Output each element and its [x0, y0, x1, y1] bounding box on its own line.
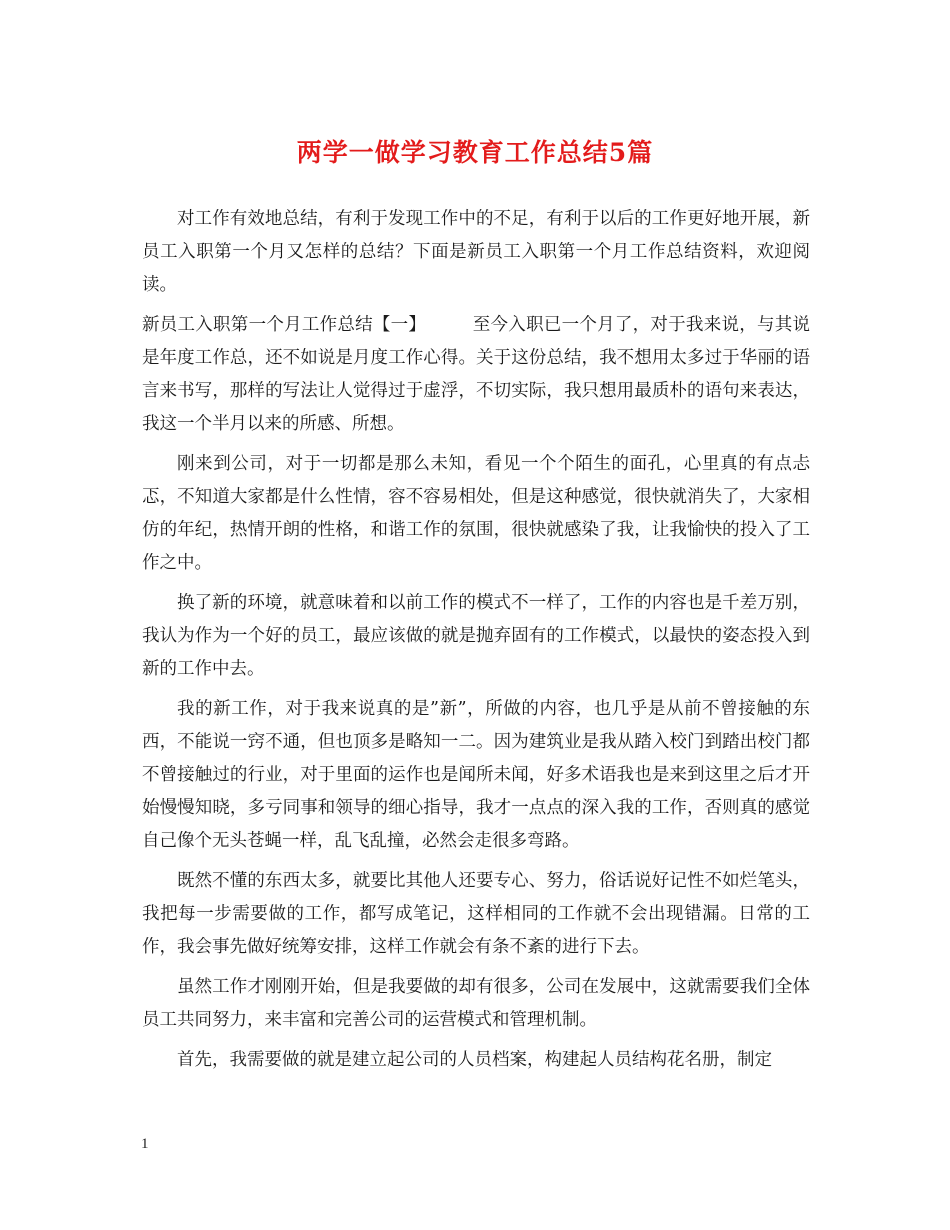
document-title: 两学一做学习教育工作总结5篇 — [296, 138, 654, 167]
paragraph-7: 虽然工作才刚刚开始，但是我要做的却有很多，公司在发展中，这就需要我们全体员工共同努力，来丰富和完善公司的运营模式和管理机制。 — [142, 977, 810, 1030]
paragraph-6: 既然不懂的东西太多，就要比其他人还要专心、努力，俗话说好记性不如烂笔头，我把每一步需要做的工作，都写成笔记，这样相同的工作就不会出现错漏。日常的工作，我会事先做好统筹安排，这样工作就会有条不紊的进行下去。 — [142, 871, 810, 957]
document-body — [142, 203, 810, 1084]
paragraph-1: 对工作有效地总结，有利于发现工作中的不足，有利于以后的工作更好地开展，新员工入职第一个月又怎样的总结？下面是新员工入职第一个月工作总结资料，欢迎阅读。 — [142, 209, 810, 295]
paragraph-8: 首先，我需要做的就是建立起公司的人员档案，构建起人员结构花名册，制定 — [177, 1050, 772, 1070]
paragraph-5: 我的新工作，对于我来说真的是”新”，所做的内容，也几乎是从前不曾接触的东西，不能说一窍不通，但也顶多是略知一二。因为建筑业是我从踏入校门到踏出校门都不曾接触过的行业，对于里面的运作也是闻所未闻，好多术语我也是来到这里之后才开始慢慢知晓，多亏同事和领导的细心指导，我才一点点的深入我的工作，否则真的感觉自己像个无头苍蝇一样，乱飞乱撞，必然会走很多弯路。 — [142, 699, 810, 851]
paragraph-3: 刚来到公司，对于一切都是那么未知，看见一个个陌生的面孔，心里真的有点忐忑，不知道大家都是什么性情，容不容易相处，但是这种感觉，很快就消失了，大家相仿的年纪，热情开朗的性格，和谐工作的氛围，很快就感染了我，让我愉快的投入了工作之中。 — [142, 454, 810, 573]
paragraph-4: 换了新的环境，就意味着和以前工作的模式不一样了，工作的内容也是千差万别，我认为作为一个好的员工，最应该做的就是抛弃固有的工作模式，以最快的姿态投入到新的工作中去。 — [142, 593, 810, 679]
paragraph-2: 新员工入职第一个月工作总结【一】 至今入职已一个月了，对于我来说，与其说是年度工作总，还不如说是月度工作心得。关于这份总结，我不想用太多过于华丽的语言来书写，那样的写法让人觉得过于虚浮，不切实际，我只想用最质朴的语句来表达，我这一个半月以来的所感、所想。 — [142, 315, 810, 434]
page-number: 1 — [141, 1136, 149, 1152]
